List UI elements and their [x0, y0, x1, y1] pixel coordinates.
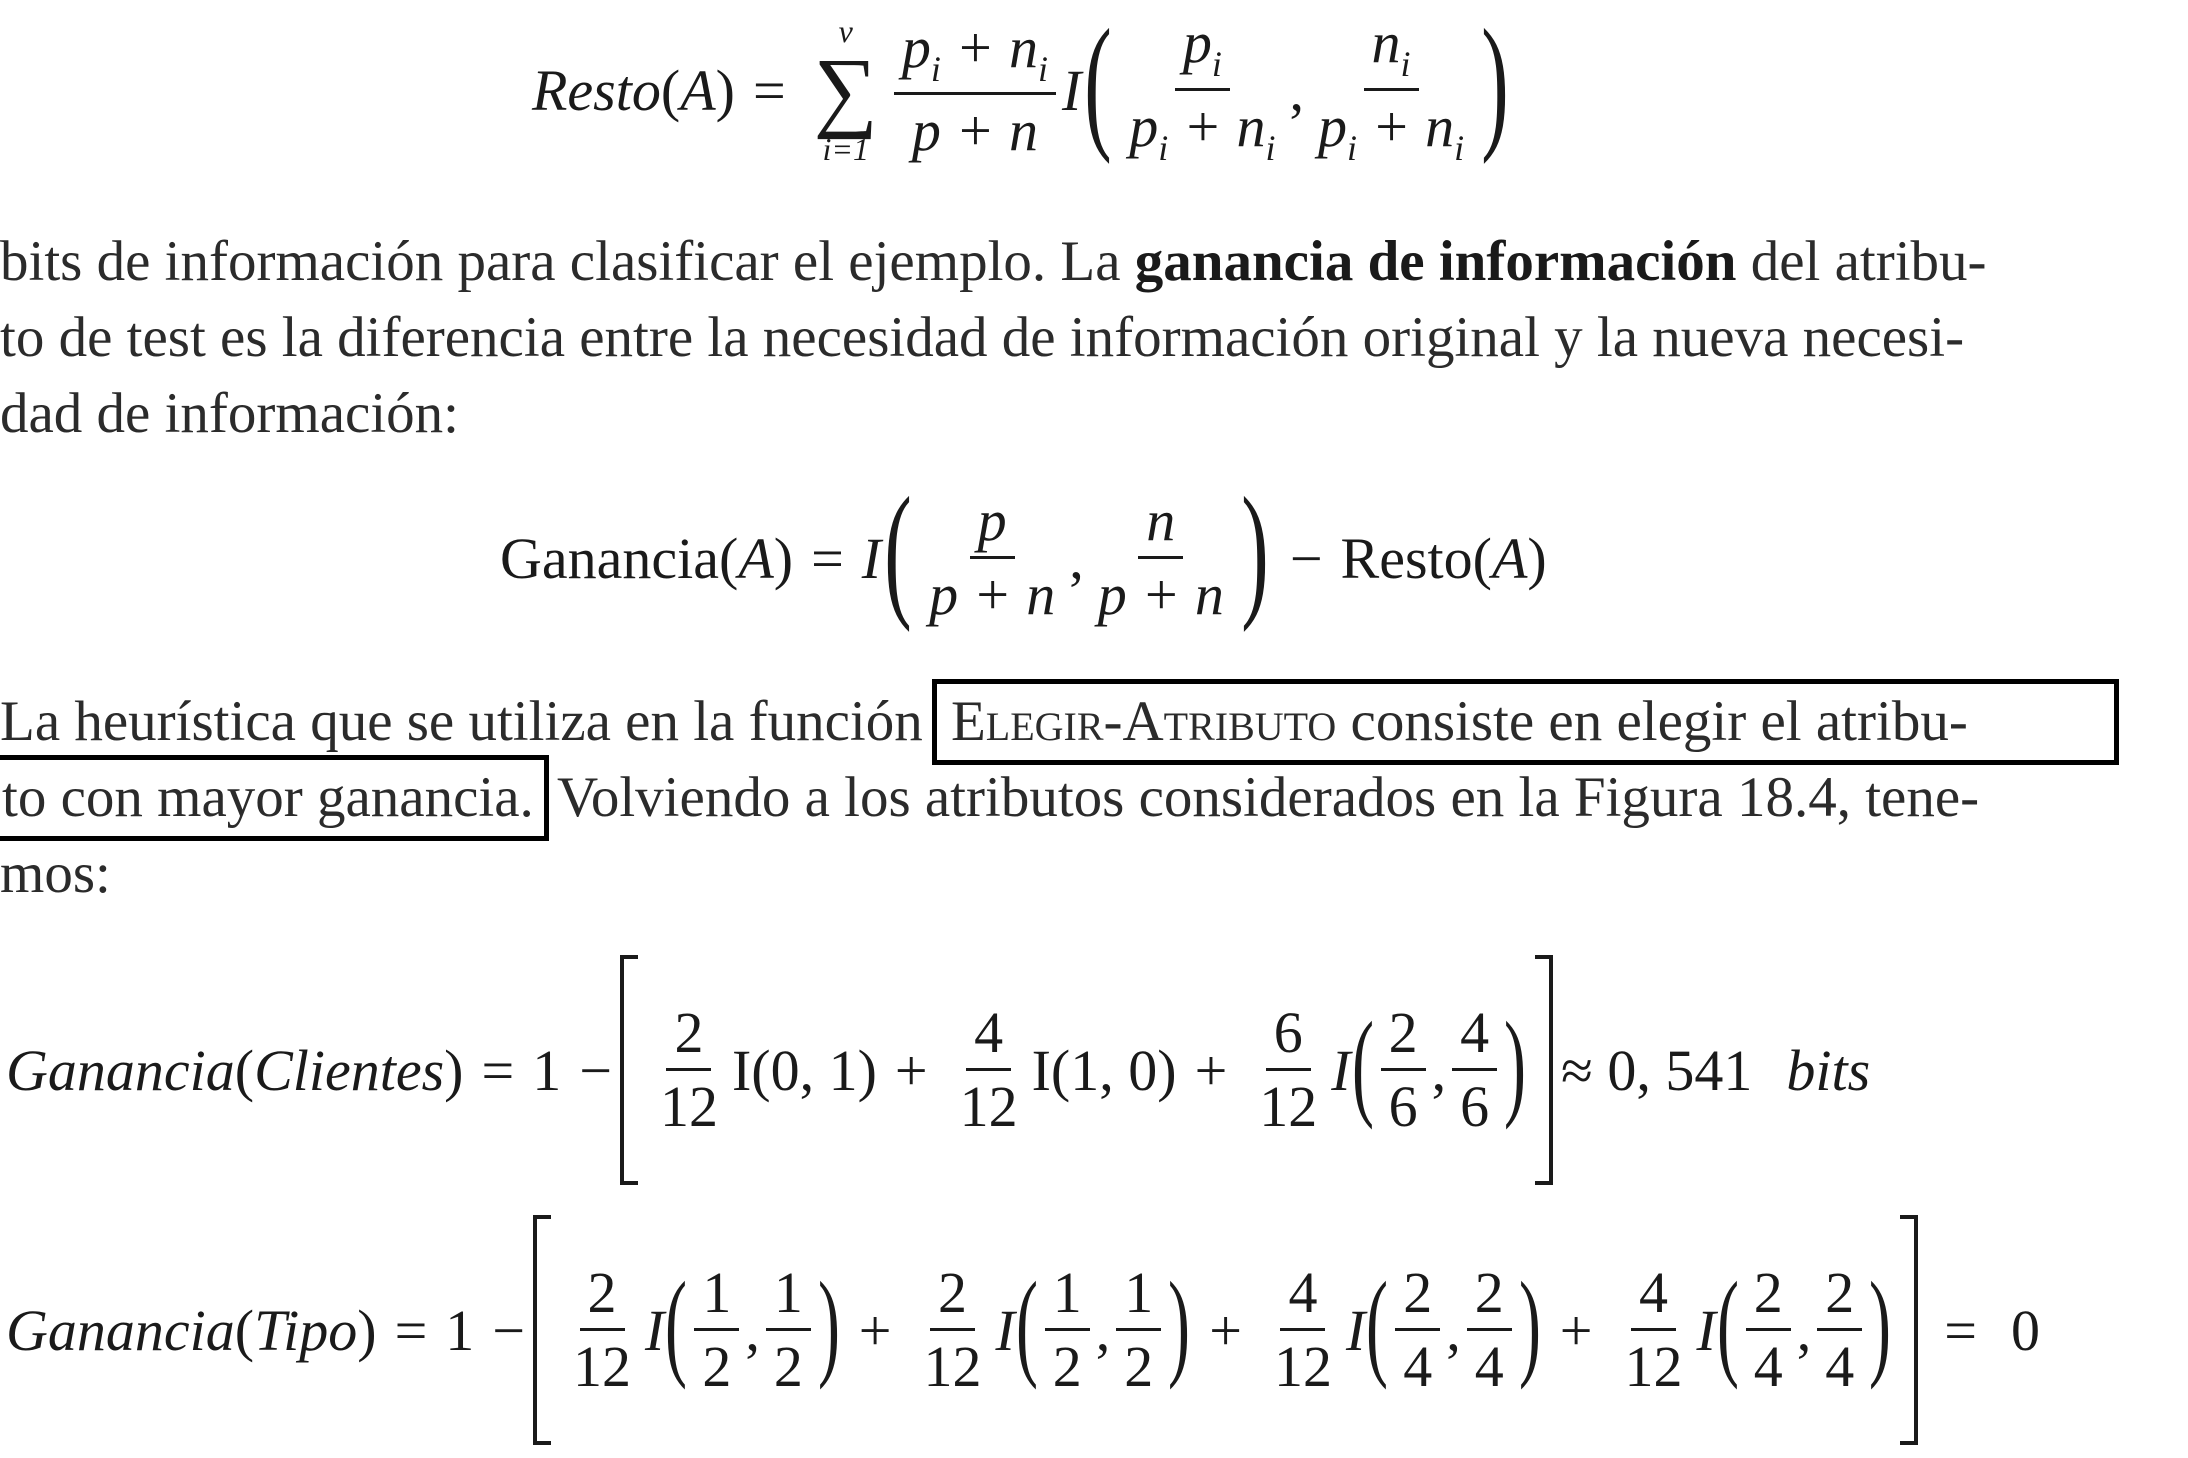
para2-line3: mos:	[0, 842, 111, 905]
clientes-t1-args: I(0, 1)	[731, 1037, 877, 1103]
tipo-t1-a-num: 1	[694, 1263, 739, 1331]
tipo-t3-a-den: 4	[1403, 1333, 1433, 1399]
fraction-p-num: p	[970, 491, 1015, 559]
clientes-result: ≈ 0, 541	[1561, 1037, 1753, 1103]
paragraph-2	[0, 684, 2188, 912]
tipo-t2-num: 2	[930, 1263, 975, 1331]
fraction-p	[921, 487, 1063, 627]
equation-ganancia-tipo: Ganancia ( Tipo ) = 1 − $\frac{2}{12}$ I ( $\frac{1}{2}$ , $\frac{1}{2}$ ) + $\frac{2}{12}$ I ( $\frac{1}{2}$ , $\frac{1}{2}$ ) + $\frac{4}{12}$ I ( $\frac{2}{4}$ , $\frac{2}{4}$ ) + $\frac{4}{12}$ I ( $\frac{2}{4}$ , $\frac{2}{4}$ ) = 0	[6, 1215, 2040, 1445]
highlight-box-2	[0, 760, 544, 836]
para1-line1-end: del atribu-	[1750, 230, 1987, 293]
tipo-one: 1	[445, 1297, 475, 1363]
tipo-lhs: Ganancia	[6, 1297, 235, 1363]
tipo-t3-b-den: 4	[1474, 1333, 1504, 1399]
tipo-t1-b-den: 2	[773, 1333, 803, 1399]
tipo-t4-a-den: 4	[1753, 1333, 1783, 1399]
info-function: I	[1062, 57, 1082, 123]
tipo-t2-b-num: 1	[1116, 1263, 1161, 1331]
highlight-box-1	[937, 684, 2114, 760]
para1-line1-start: bits de información para clasificar el ejemplo. La	[0, 230, 1121, 293]
sum-lower-limit: i=1	[822, 130, 869, 167]
tipo-t2-a-num: 1	[1045, 1263, 1090, 1331]
fraction-p-den: p + n	[929, 561, 1056, 627]
clientes-arg: Clientes	[254, 1037, 445, 1103]
tipo-t4-num: 4	[1631, 1263, 1676, 1331]
summation: v ∑ i=1	[813, 12, 878, 167]
tipo-t1-b-num: 1	[766, 1263, 811, 1331]
clientes-t3-a-den: 6	[1388, 1073, 1418, 1139]
clientes-t2-args: I(1, 0)	[1031, 1037, 1177, 1103]
tipo-t3-a-num: 2	[1395, 1263, 1440, 1331]
para2-line2-end: Volviendo a los atributos considerados en la Figura 18.4, tene-	[557, 766, 1980, 829]
paragraph-1	[0, 224, 2188, 452]
para2-line1-end: consiste en elegir el atribu-	[1350, 690, 1968, 753]
clientes-t2-num: 4	[966, 1003, 1011, 1071]
clientes-t3-b-den: 6	[1460, 1073, 1490, 1139]
weight-fraction: $\frac{p_i + n_i}{p + n}$	[894, 18, 1056, 163]
fraction-n	[1090, 487, 1232, 627]
ganancia-lhs: Ganancia	[500, 525, 719, 591]
fraction-pi: $\frac{p_i}{p_i + n_i}$	[1129, 9, 1276, 168]
tipo-t4-b-den: 4	[1825, 1333, 1855, 1399]
ganancia-info-function: I	[861, 525, 882, 591]
tipo-t4-den: 12	[1624, 1333, 1683, 1399]
clientes-t1-num: 2	[666, 1003, 711, 1071]
minus-sign: −	[1289, 525, 1323, 591]
tipo-t2-den: 12	[923, 1333, 982, 1399]
sum-upper-limit: v	[838, 12, 853, 49]
equation-ganancia: Ganancia ( A ) = I ( $\frac{p}{p + n}$ , $\frac{n}{p + n}$ ) − Resto ( A )	[500, 467, 1547, 633]
para1-line2: to de test es la diferencia entre la necesidad de información original y la nueva necesi-	[0, 306, 1965, 369]
clientes-t3-b-num: 4	[1452, 1003, 1497, 1071]
tipo-t4-a-num: 2	[1746, 1263, 1791, 1331]
clientes-unit: bits	[1786, 1037, 1871, 1103]
tipo-t3-b-num: 2	[1467, 1263, 1512, 1331]
fraction-ni: $\frac{n_i}{p_i + n_i}$	[1317, 9, 1465, 168]
tipo-t1-den: 12	[573, 1333, 632, 1399]
resto-arg: A	[680, 57, 716, 123]
equation-resto: Resto ( A ) = v ∑ i=1 $\frac{p_i + n_i}{p + n}$ I ( $\frac{p_i}{p_i + n_i}$ , $\frac{n_i}{p_i + n_i}$ )	[532, 0, 1509, 168]
ganancia-rhs-arg: A	[1491, 525, 1528, 591]
clientes-t3-den: 12	[1259, 1073, 1318, 1139]
fraction-n-num: n	[1138, 491, 1183, 559]
tipo-t2-b-den: 2	[1124, 1333, 1154, 1399]
para2-line1-start: La heurística que se utiliza en la función	[0, 690, 923, 753]
clientes-t3-num: 6	[1266, 1003, 1311, 1071]
tipo-t3-num: 4	[1280, 1263, 1325, 1331]
weight-denominator: p + n	[911, 98, 1038, 164]
ganancia-arg: A	[738, 525, 774, 591]
fraction-n-den: p + n	[1097, 561, 1224, 627]
resto-lhs: Resto	[532, 57, 661, 123]
clientes-t2-den: 12	[959, 1073, 1018, 1139]
para2-boxed-text: to con mayor ganancia.	[2, 766, 534, 829]
para1-line3: dad de información:	[0, 382, 460, 445]
tipo-arg: Tipo	[254, 1297, 358, 1363]
clientes-lhs: Ganancia	[6, 1037, 235, 1103]
function-name-elegir-atributo: Elegir-Atributo	[950, 690, 1337, 753]
tipo-t3-den: 12	[1273, 1333, 1332, 1399]
tipo-t2-a-den: 2	[1052, 1333, 1082, 1399]
tipo-t1-num: 2	[580, 1263, 625, 1331]
term-ganancia-de-informacion: ganancia de información	[1134, 230, 1737, 293]
equation-ganancia-clientes: Ganancia ( Clientes ) = 1 − $\frac{2}{12}$ I(0, 1) + $\frac{4}{12}$ I(1, 0) + $\frac{6}{12}$ I ( $\frac{2}{6}$ , $\frac{4}{6}$ ) ≈ 0, 541 bits	[6, 955, 1870, 1185]
tipo-t4-b-num: 2	[1817, 1263, 1862, 1331]
clientes-t1-den: 12	[659, 1073, 718, 1139]
ganancia-rhs: Resto	[1340, 525, 1473, 591]
tipo-result: 0	[2010, 1297, 2040, 1363]
clientes-one: 1	[532, 1037, 562, 1103]
tipo-t1-a-den: 2	[702, 1333, 732, 1399]
clientes-t3-a-num: 2	[1381, 1003, 1426, 1071]
